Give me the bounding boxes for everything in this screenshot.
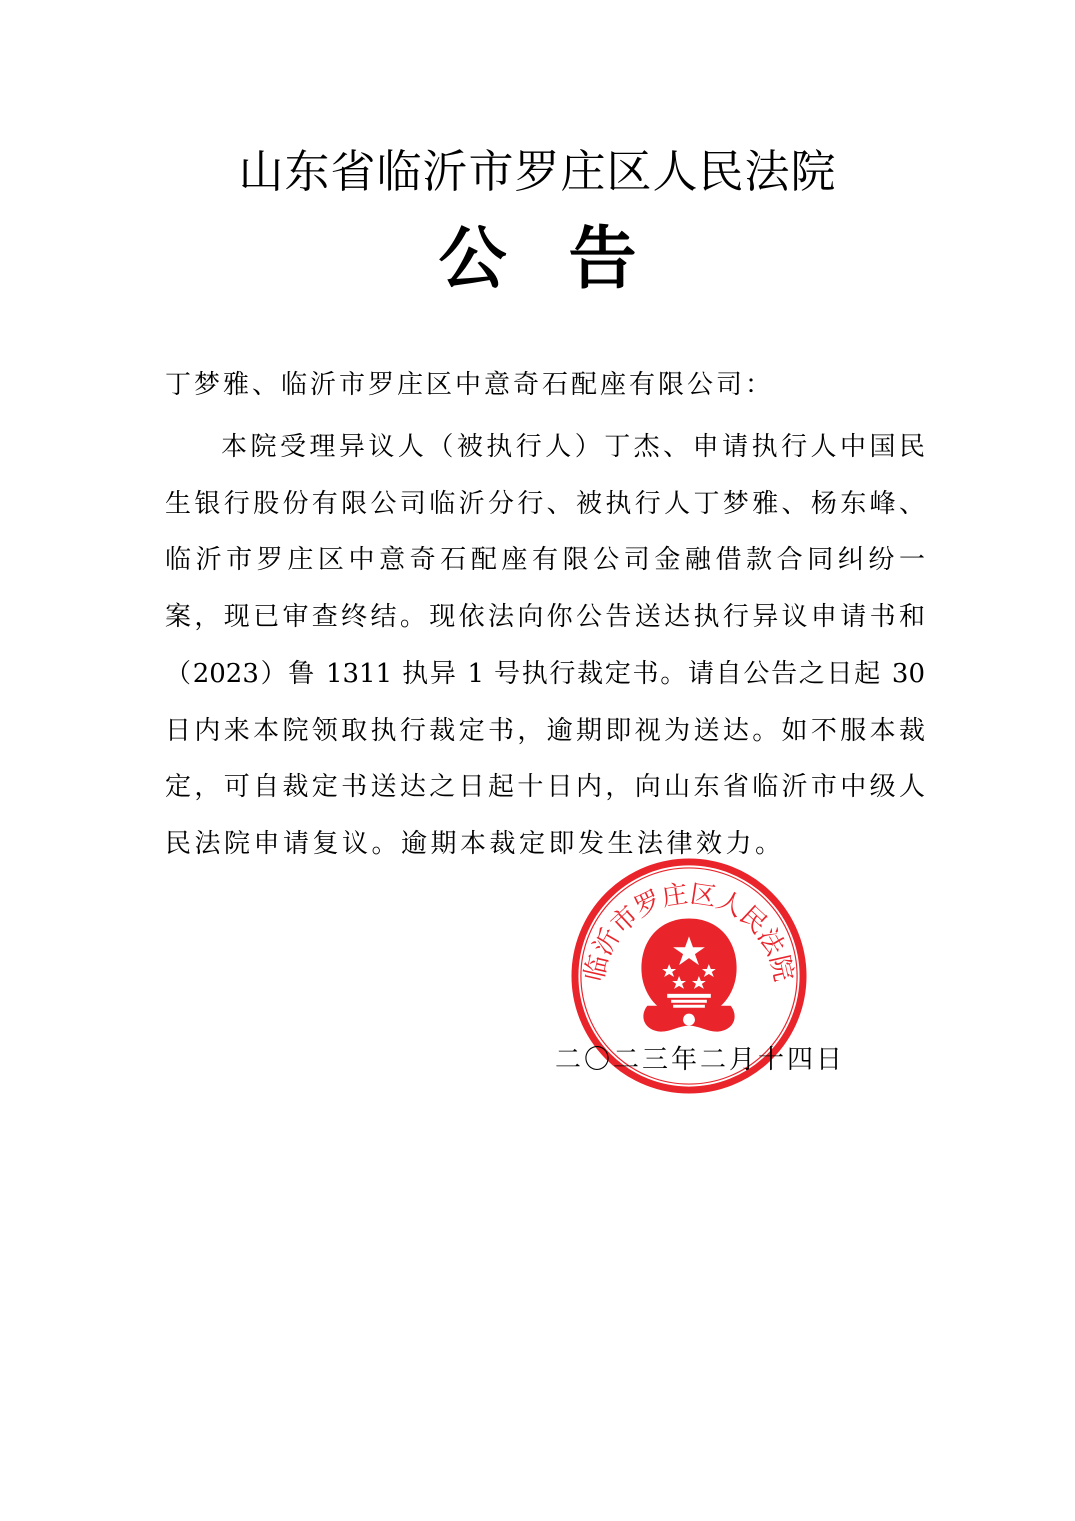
announcement-body xyxy=(165,419,925,873)
issue-date: 二〇二三年二月十四日 xyxy=(555,1045,846,1075)
body-line: （2023）鲁 1311 执异 1 号执行裁定书。请自公告之日起 30 xyxy=(165,658,925,689)
body-line: 案，现已审查终结。现依法向你公告送达执行异议申请书和 xyxy=(165,602,925,633)
body-line: 定，可自裁定书送达之日起十日内，向山东省临沂市中级人 xyxy=(165,772,925,803)
body-line: 生银行股份有限公司临沂分行、被执行人丁梦雅、杨东峰、 xyxy=(165,488,925,519)
document-title: 公告 xyxy=(438,220,699,299)
body-line: 临沂市罗庄区中意奇石配座有限公司金融借款合同纠纷一 xyxy=(165,545,925,576)
body-line: 日内来本院领取执行裁定书，逾期即视为送达。如不服本裁 xyxy=(165,715,925,746)
court-name: 山东省临沂市罗庄区人民法院 xyxy=(238,145,837,198)
addressee: 丁梦雅、临沂市罗庄区中意奇石配座有限公司： xyxy=(165,370,775,400)
seal-text-path: 临沂市罗庄区人民法院 xyxy=(579,879,799,985)
body-line: 民法院申请复议。逾期本裁定即发生法律效力。 xyxy=(165,828,785,859)
body-line: 本院受理异议人（被执行人）丁杰、申请执行人中国民 xyxy=(221,432,925,462)
